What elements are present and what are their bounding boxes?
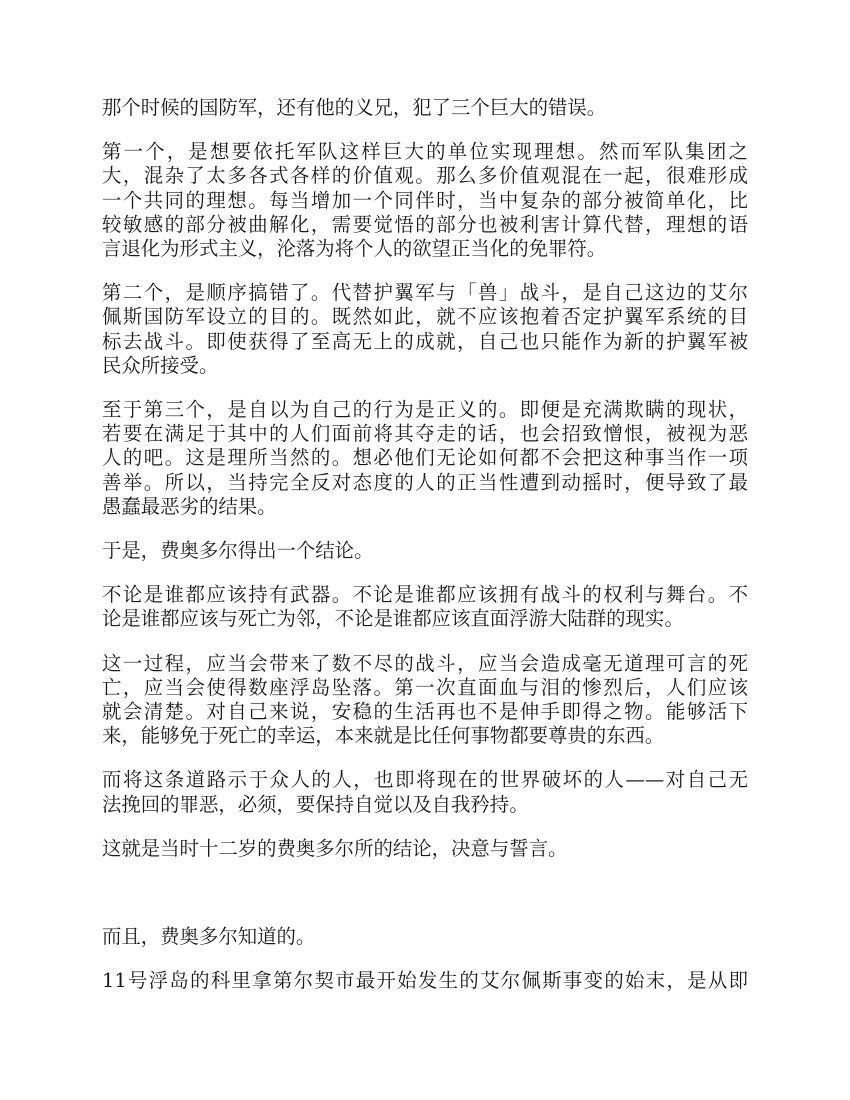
paragraph-second-mistake bbox=[102, 281, 748, 378]
text-line: 而将这条道路示于众人的人，也即将现在的世界破坏的人——对自己无 bbox=[102, 768, 748, 792]
text-line: 法挽回的罪恶，必须，要保持自觉以及自我矜持。 bbox=[102, 792, 529, 816]
text-line: 第二个，是顺序搞错了。代替护翼军与「兽」战斗，是自己这边的艾尔 bbox=[102, 281, 748, 305]
paragraph-three-mistakes-intro bbox=[102, 96, 748, 120]
text-line: 就会清楚。对自己来说，安稳的生活再也不是伸手即得之物。能够活下 bbox=[102, 700, 748, 724]
section-break bbox=[102, 881, 748, 925]
paragraph-battles bbox=[102, 652, 748, 749]
text-line: 这就是当时十二岁的费奥多尔所的结论，决意与誓言。 bbox=[102, 836, 568, 860]
text-line: 至于第三个，是自以为自己的行为是正义的。即便是充满欺瞒的现状， bbox=[102, 398, 748, 422]
text-line: 11号浮岛的科里拿第尔契市最开始发生的艾尔佩斯事变的始末，是从即 bbox=[102, 969, 748, 993]
text-line: 那个时候的国防军，还有他的义兄，犯了三个巨大的错误。 bbox=[102, 96, 607, 119]
text-line: 来，能够免于死亡的幸运，本来就是比任何事物都要尊贵的东西。 bbox=[102, 724, 665, 748]
text-line: 不论是谁都应该持有武器。不论是谁都应该拥有战斗的权利与舞台。不 bbox=[102, 583, 748, 607]
text-line: 论是谁都应该与死亡为邻，不论是谁都应该直面浮游大陆群的现实。 bbox=[102, 607, 684, 631]
paragraph-vow bbox=[102, 837, 748, 861]
paragraph-path bbox=[102, 768, 748, 816]
paragraph-knowledge bbox=[102, 925, 748, 949]
text-line: 标去战斗。即使获得了至高无上的成就，自己也只能作为新的护翼军被 bbox=[102, 329, 748, 353]
text-line: 这一过程，应当会带来了数不尽的战斗，应当会造成毫无道理可言的死 bbox=[102, 651, 748, 675]
paragraph-incident bbox=[102, 969, 748, 993]
text-line: 言退化为形式主义，沦落为将个人的欲望正当化的免罪符。 bbox=[102, 237, 607, 261]
text-line: 民众所接受。 bbox=[102, 353, 219, 377]
paragraph-first-mistake bbox=[102, 140, 748, 261]
text-line: 亡，应当会使得数座浮岛坠落。第一次直面血与泪的惨烈后，人们应该 bbox=[102, 675, 748, 699]
body-text bbox=[102, 96, 748, 1013]
paragraph-weapons bbox=[102, 583, 748, 631]
text-line: 佩斯国防军设立的目的。既然如此，就不应该抱着否定护翼军系统的目 bbox=[102, 305, 748, 329]
text-line: 若要在满足于其中的人们面前将其夺走的话，也会招致憎恨，被视为恶 bbox=[102, 422, 748, 446]
text-line: 善举。所以，当持完全反对态度的人的正当性遭到动摇时，便导致了最 bbox=[102, 470, 748, 494]
text-line: 于是，费奥多尔得出一个结论。 bbox=[102, 539, 374, 563]
text-line: 一个共同的理想。每当增加一个同伴时，当中复杂的部分被简单化，比 bbox=[102, 188, 748, 212]
text-line: 较敏感的部分被曲解化，需要觉悟的部分也被利害计算代替，理想的语 bbox=[102, 212, 748, 236]
text-line: 而且，费奥多尔知道的。 bbox=[102, 925, 316, 949]
text-line: 第一个，是想要依托军队这样巨大的单位实现理想。然而军队集团之 bbox=[102, 140, 748, 164]
text-line: 大，混杂了太多各式各样的价值观。那么多价值观混在一起，很难形成 bbox=[102, 164, 748, 188]
text-line: 愚蠢最恶劣的结果。 bbox=[102, 494, 277, 518]
text-line: 人的吧。这是理所当然的。想必他们无论如何都不会把这种事当作一项 bbox=[102, 446, 748, 470]
paragraph-conclusion-intro bbox=[102, 539, 748, 563]
paragraph-third-mistake bbox=[102, 398, 748, 519]
